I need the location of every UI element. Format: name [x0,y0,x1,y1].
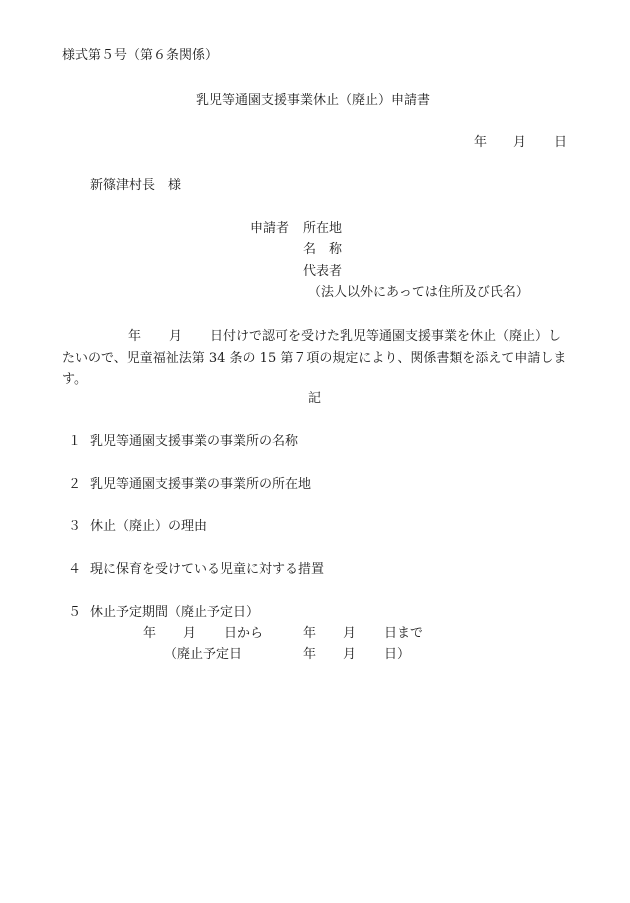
applicant-address-label: 所在地 [303,221,343,236]
item-text: 休止予定期間（廃止予定日） [90,605,260,620]
item-text: 休止（廃止）の理由 [90,519,208,534]
document-title: 乳児等通園支援事業休止（廃止）申請書 [196,93,431,108]
abolish-year: 年 [303,647,317,662]
item-number: ２ [68,477,82,492]
period-to-day: 日まで [384,626,424,641]
abolish-day: 日） [384,647,411,662]
period-from-day: 日から [224,626,264,641]
date-day-label: 日 [554,135,568,150]
abolish-date-label: （廃止予定日 [164,647,243,662]
body-line-1-text: 日付けで認可を受けた乳児等通園支援事業を休止（廃止）し [210,329,562,344]
date-year-label: 年 [474,135,488,150]
period-to-month: 月 [343,626,357,641]
item-text: 乳児等通園支援事業の事業所の所在地 [90,477,312,492]
abolish-date-line [164,647,410,663]
item-number: ３ [68,519,82,534]
period-from-year: 年 [143,626,157,641]
record-heading: 記 [308,391,322,406]
body-line-3: す。 [62,372,87,387]
item-number: ４ [68,562,82,577]
body-line-2: たいので、児童福祉法第 34 条の 15 第７項の規定により、関係書類を添えて申請しま [62,350,567,366]
applicant-representative-label: 代表者 [303,264,343,279]
item-text: 現に保育を受けている児童に対する措置 [90,562,325,577]
period-to-year: 年 [303,626,317,641]
body-line-1 [62,326,582,348]
abolish-month: 月 [343,647,357,662]
body-paragraph [62,326,582,391]
body-month-label: 月 [169,329,183,344]
date-month-label: 月 [513,135,527,150]
applicant-note: （法人以外にあっては住所及び氏名） [308,285,529,300]
applicant-name-label: 名 称 [303,242,343,257]
item-text: 乳児等通園支援事業の事業所の名称 [90,434,299,449]
item-number: ５ [68,605,82,620]
body-year-label: 年 [128,329,142,344]
period-from-month: 月 [183,626,197,641]
item-number: １ [68,434,82,449]
form-number: 様式第５号（第６条関係） [62,48,219,63]
period-line [143,626,423,642]
addressee: 新篠津村長 様 [90,178,182,193]
applicant-label: 申請者 [250,221,290,236]
